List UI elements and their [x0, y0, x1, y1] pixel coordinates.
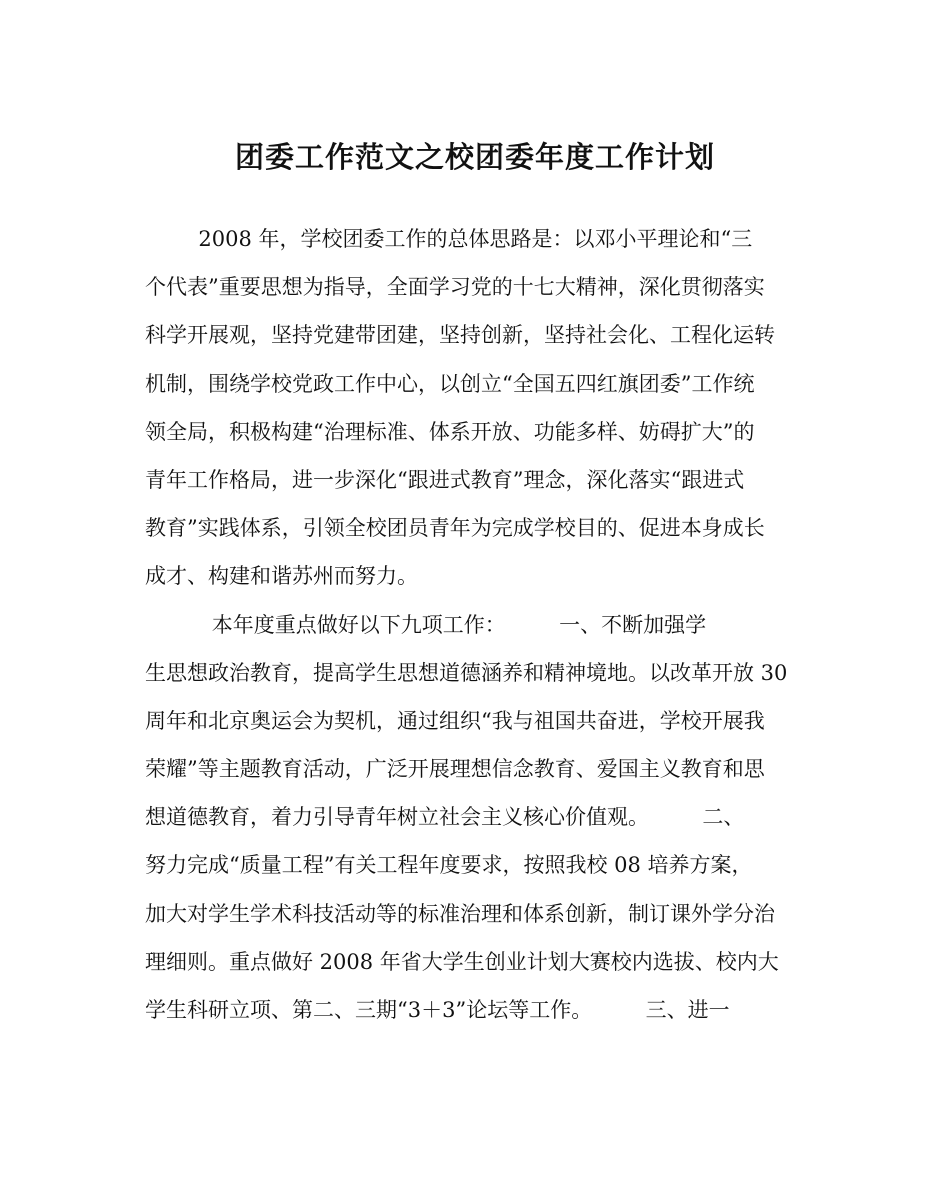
- body-line: 教育”实践体系，引领全校团员青年为完成学校目的、促进本身成长: [145, 516, 765, 541]
- body-line: 机制，围绕学校党政工作中心，以创立“全国五四红旗团委”工作统: [145, 371, 755, 396]
- body-line: 个代表”重要思想为指导，全面学习党的十七大精神，深化贯彻落实: [145, 275, 765, 300]
- document-title: 团委工作范文之校团委年度工作计划: [234, 140, 715, 174]
- body-line: 领全局，积极构建“治理标准、体系开放、功能多样、妨碍扩大”的: [145, 419, 755, 444]
- body-line: 青年工作格局，进一步深化“跟进式教育”理念，深化落实“跟进式: [145, 467, 745, 492]
- body-line: 学生科研立项、第二、三期“3＋3”论坛等工作。 三、进一: [145, 998, 730, 1022]
- body-line: 想道德教育，着力引导青年树立社会主义核心价值观。 二、: [145, 805, 745, 830]
- body-line: 努力完成“质量工程”有关工程年度要求，按照我校 08 培养方案，: [145, 853, 753, 878]
- body-line: 荣耀”等主题教育活动，广泛开展理想信念教育、爱国主义教育和思: [145, 757, 765, 782]
- body-line: 科学开展观，坚持党建带团建，坚持创新，坚持社会化、工程化运转: [145, 323, 775, 348]
- body-line: 成才、构建和谐苏州而努力。: [145, 564, 418, 589]
- body-line: 本年度重点做好以下九项工作： 一、不断加强学: [145, 612, 707, 637]
- document-body: [145, 220, 825, 1039]
- body-line: 生思想政治教育，提高学生思想道德涵养和精神境地。以改革开放 30: [145, 660, 788, 685]
- body-line: 周年和北京奥运会为契机，通过组织“我与祖国共奋进，学校开展我: [145, 708, 765, 733]
- body-line: 加大对学生学术科技活动等的标准治理和体系创新，制订课外学分治: [145, 901, 775, 926]
- body-line: 理细则。重点做好 2008 年省大学生创业计划大赛校内选拔、校内大: [145, 949, 779, 974]
- body-line: 2008 年，学校团委工作的总体思路是：以邓小平理论和“三: [145, 227, 753, 251]
